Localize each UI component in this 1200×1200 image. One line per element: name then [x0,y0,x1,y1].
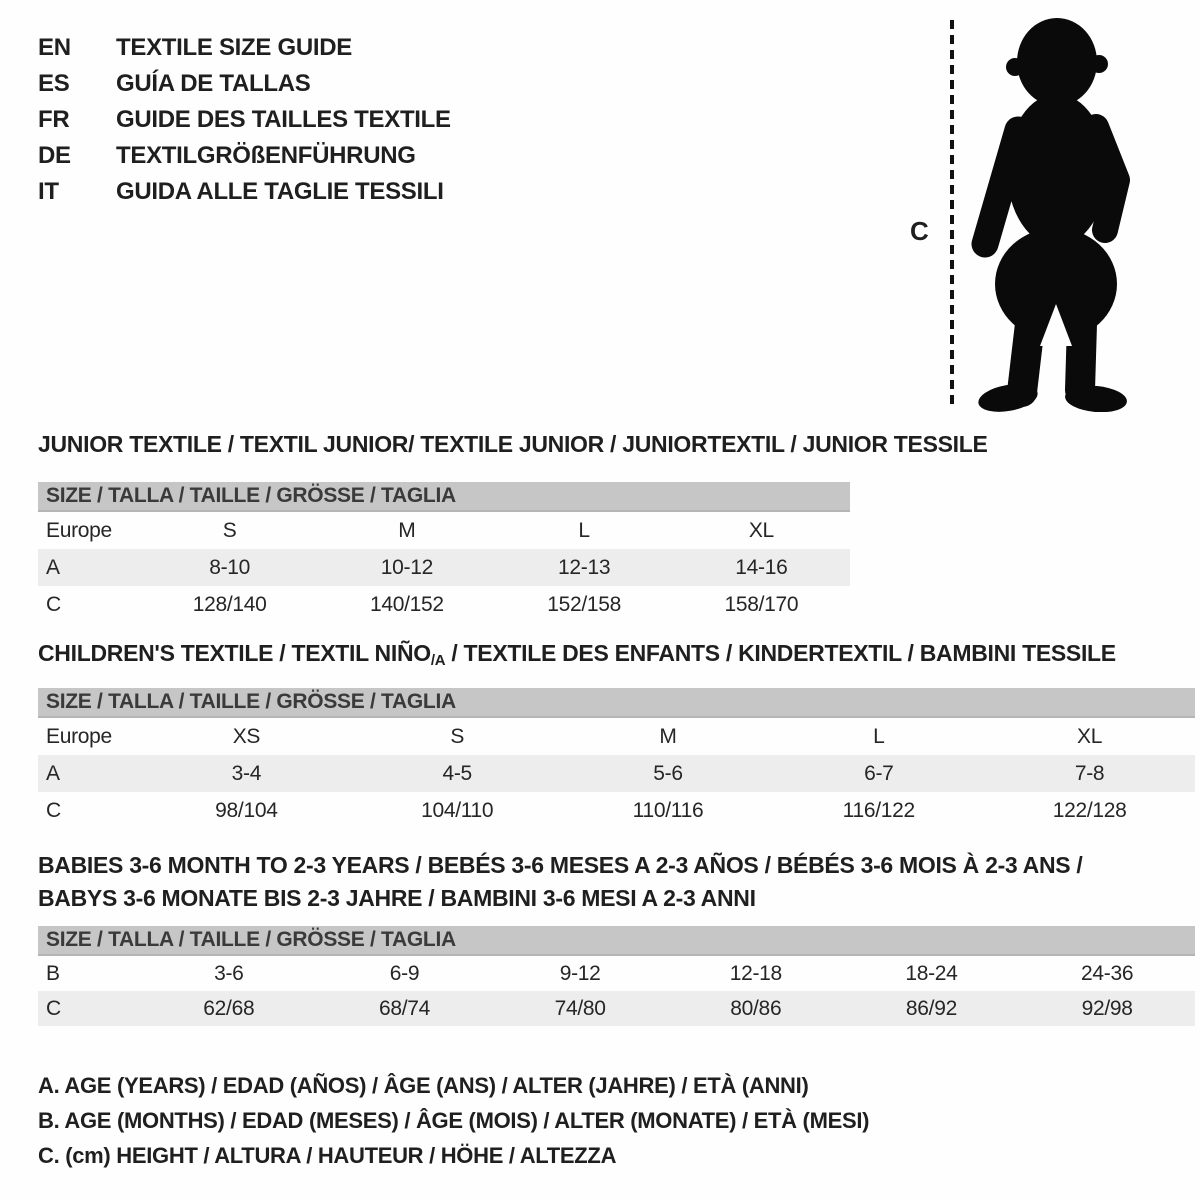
children-size-table [38,688,1195,829]
table-cell: 3-4 [231,761,262,785]
table-cell: 10-12 [380,555,433,579]
row-label: A [46,555,60,579]
table-cell: 8-10 [209,555,251,579]
table-cell: XL [748,518,774,542]
table-cell: M [659,724,677,748]
children-title-pre: CHILDREN'S TEXTILE / TEXTIL NIÑO [38,640,431,666]
table-cell: L [873,724,885,748]
table-cell: 7-8 [1074,761,1105,785]
lang-code: IT [38,178,59,205]
babies-title-line1: BABIES 3-6 MONTH TO 2-3 YEARS / BEBÉS 3-6 MESES A 2-3 AÑOS / BÉBÉS 3-6 MOIS À 2-3 ANS / [38,852,1083,878]
row-label: Europe [46,724,112,748]
lang-row-es [38,66,451,102]
table-row [38,755,1195,792]
table-cell: 5-6 [653,761,683,785]
lang-row-de [38,138,451,174]
table-cell: 74/80 [554,996,606,1020]
size-header-bar: SIZE / TALLA / TAILLE / GRÖSSE / TAGLIA [38,482,850,511]
row-label: C [46,996,61,1020]
table-cell: 116/122 [842,798,915,822]
row-label: C [46,798,61,822]
lang-title: TEXTILGRÖßENFÜHRUNG [116,142,416,169]
babies-section-title [38,849,1083,915]
table-cell: XS [232,724,261,748]
table-cell: 12-13 [558,555,611,579]
table-cell: 24-36 [1081,961,1134,985]
table-cell: 6-9 [389,961,420,985]
table-cell: 98/104 [215,798,278,822]
language-header [38,30,451,210]
lang-title: GUÍA DE TALLAS [116,70,311,97]
table-cell: 6-7 [864,761,894,785]
table-cell: 128/140 [192,592,267,616]
baby-silhouette-icon [905,12,1150,412]
table-cell: L [578,518,590,542]
children-title-post: / TEXTILE DES ENFANTS / KINDERTEXTIL / BAMBINI TESSILE [445,640,1116,666]
row-label: B [46,961,60,985]
lang-code: EN [38,34,71,61]
lang-row-it [38,174,451,210]
lang-title: GUIDA ALLE TAGLIE TESSILI [116,178,444,205]
table-cell: S [450,724,465,748]
table-cell: 4-5 [442,761,472,785]
table-cell: 3-6 [214,961,244,985]
table-cell: S [222,518,237,542]
size-header-bar: SIZE / TALLA / TAILLE / GRÖSSE / TAGLIA [38,926,1195,955]
lang-row-fr [38,102,451,138]
table-row [38,586,850,623]
junior-size-table [38,482,850,623]
table-row [38,792,1195,829]
row-label: Europe [46,518,112,542]
table-row [38,991,1195,1026]
legend-line-b: B. AGE (MONTHS) / EDAD (MESES) / ÂGE (MOIS) / ALTER (MONATE) / ETÀ (MESI) [38,1108,870,1133]
table-cell: 122/128 [1052,798,1127,822]
babies-size-table [38,926,1195,1026]
table-cell: 152/158 [547,592,622,616]
table-cell: 9-12 [559,961,601,985]
babies-title-line2: BABYS 3-6 MONATE BIS 2-3 JAHRE / BAMBINI 3-6 MESI A 2-3 ANNI [38,885,756,911]
table-row [38,717,1195,755]
lang-title: TEXTILE SIZE GUIDE [116,34,352,61]
junior-section-title: JUNIOR TEXTILE / TEXTIL JUNIOR/ TEXTILE JUNIOR / JUNIORTEXTIL / JUNIOR TESSILE [38,431,988,457]
legend-line-a: A. AGE (YEARS) / EDAD (AÑOS) / ÂGE (ANS) / ALTER (JAHRE) / ETÀ (ANNI) [38,1073,809,1098]
table-cell: 14-16 [735,555,788,579]
lang-code: DE [38,142,71,169]
size-header-bar: SIZE / TALLA / TAILLE / GRÖSSE / TAGLIA [38,688,1195,717]
children-title-sub: /A [430,652,446,669]
baby-shape [976,18,1128,412]
table-cell: 140/152 [369,592,444,616]
table-row [38,955,1195,991]
table-cell: M [398,518,416,542]
legend [38,1068,869,1173]
table-cell: 110/116 [632,798,704,822]
table-cell: 62/68 [203,996,255,1020]
children-section-title [38,640,1116,669]
table-cell: 86/92 [905,996,957,1020]
table-row [38,511,850,549]
legend-line-c: C. (cm) HEIGHT / ALTURA / HAUTEUR / HÖHE / ALTEZZA [38,1143,617,1168]
lang-code: FR [38,106,70,133]
table-row [38,549,850,586]
table-cell: 68/74 [378,996,431,1020]
table-cell: 92/98 [1081,996,1133,1020]
table-cell: 12-18 [729,961,782,985]
row-label: A [46,761,60,785]
figure-c-label: C [910,216,929,246]
row-label: C [46,592,61,616]
lang-row-en [38,30,451,66]
lang-title: GUIDE DES TAILLES TEXTILE [116,106,451,133]
table-cell: 80/86 [730,996,782,1020]
table-cell: 158/170 [724,592,799,616]
table-cell: XL [1077,724,1103,748]
lang-code: ES [38,70,70,97]
table-cell: 18-24 [905,961,958,985]
table-cell: 104/110 [421,798,494,822]
